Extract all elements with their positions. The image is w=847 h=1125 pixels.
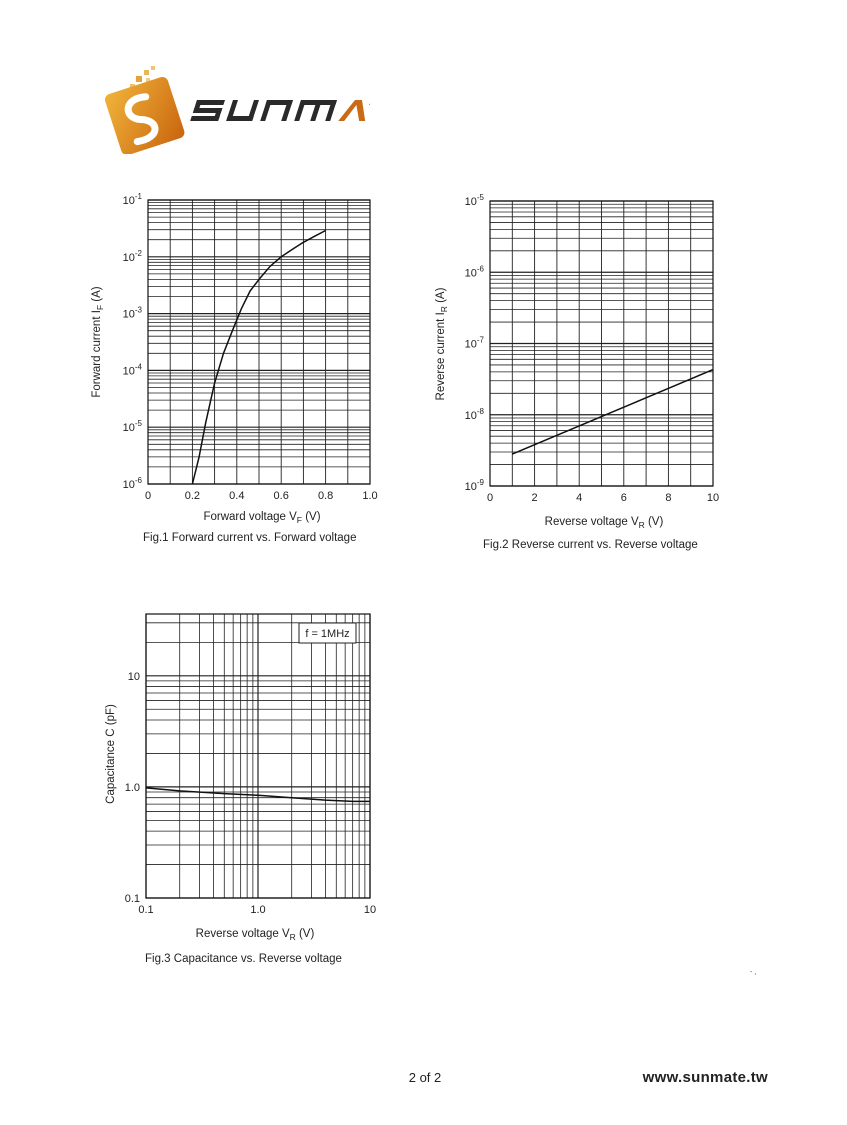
y-tick-exp: -8	[476, 406, 484, 416]
y-tick-exp: -6	[134, 476, 142, 485]
x-tick-label: 10	[706, 492, 720, 504]
y-tick-base: 10	[122, 422, 135, 435]
y-tick-exp: -5	[134, 419, 142, 429]
y-tick-base: 10	[122, 479, 135, 491]
x-tick-label: 1.0	[362, 490, 378, 502]
x-tick-label: 0.2	[184, 490, 201, 502]
y-axis-label-text: Forward current I	[91, 310, 103, 398]
x-tick-label: 0.1	[138, 904, 154, 916]
y-tick-exp: -2	[134, 248, 142, 258]
x-tick-label: 10	[363, 904, 377, 916]
figure-caption: Fig.1 Forward current vs. Forward voltage	[143, 532, 357, 544]
x-axis-label-text: Forward voltage V	[203, 511, 297, 523]
y-tick-exp: -7	[476, 335, 484, 345]
y-tick-exp: -3	[134, 305, 142, 315]
page-mark: - ,	[750, 969, 757, 976]
y-tick-base: 10	[464, 481, 477, 493]
x-tick-label: 4	[576, 492, 583, 504]
x-axis-label-text: Reverse voltage V	[544, 516, 639, 528]
x-tick-label: 0.6	[273, 490, 289, 502]
y-tick-exp: -4	[134, 362, 142, 372]
page-number: 2 of 2	[408, 1070, 442, 1085]
x-tick-label: 1.0	[250, 904, 266, 916]
gridlines	[146, 614, 370, 898]
x-tick-label: 0.4	[229, 490, 245, 502]
x-tick-label: 2	[531, 492, 538, 504]
figure-caption: Fig.2 Reverse current vs. Reverse voltage	[483, 539, 698, 551]
annotation-text: f = 1MHz	[305, 628, 350, 640]
x-axis-label-text: Reverse voltage V	[195, 928, 290, 940]
x-tick-label: 0	[144, 490, 152, 502]
y-tick-exp: -1	[134, 192, 142, 201]
y-tick-label: 10	[127, 670, 140, 683]
x-axis-label-unit: (V)	[644, 516, 664, 528]
y-tick-base: 10	[122, 365, 135, 378]
y-tick-label: 0.1	[124, 893, 140, 905]
plot-area	[105, 614, 376, 965]
y-axis-label-unit: (A)	[435, 287, 447, 307]
y-tick-label: 1.0	[124, 781, 140, 794]
y-tick-exp: -9	[476, 478, 484, 487]
figure-caption: Fig.3 Capacitance vs. Reverse voltage	[145, 953, 342, 965]
website-link[interactable]: www.sunmate.tw	[642, 1069, 768, 1086]
y-tick-base: 10	[464, 196, 477, 208]
y-axis-label-text: Reverse current I	[435, 312, 447, 401]
x-tick-label: 8	[665, 492, 672, 504]
y-tick-exp: -6	[476, 264, 484, 274]
y-axis-label-unit: (A)	[91, 286, 103, 305]
x-axis-label-sub: R	[289, 932, 296, 942]
y-axis-label-sub: F	[95, 304, 105, 311]
y-axis-label-sub: R	[439, 306, 449, 313]
y-tick-base: 10	[464, 409, 477, 422]
y-tick-exp: -5	[476, 193, 484, 202]
y-tick-base: 10	[122, 195, 135, 207]
x-tick-label: 0	[486, 492, 494, 504]
y-tick-base: 10	[122, 251, 135, 264]
y-tick-base: 10	[464, 338, 477, 351]
y-axis-label-text: Capacitance C (pF)	[105, 704, 117, 804]
x-axis-label-sub: F	[296, 515, 302, 525]
x-tick-label: 0.8	[317, 490, 334, 502]
y-tick-base: 10	[464, 267, 477, 280]
y-axis-label	[105, 704, 117, 804]
x-axis-label-unit: (V)	[302, 511, 321, 523]
x-axis-label-unit: (V)	[295, 928, 315, 940]
y-tick-base: 10	[122, 308, 135, 321]
x-axis-label	[196, 928, 315, 942]
x-tick-label: 6	[620, 492, 627, 504]
x-axis-label-sub: R	[638, 520, 645, 530]
